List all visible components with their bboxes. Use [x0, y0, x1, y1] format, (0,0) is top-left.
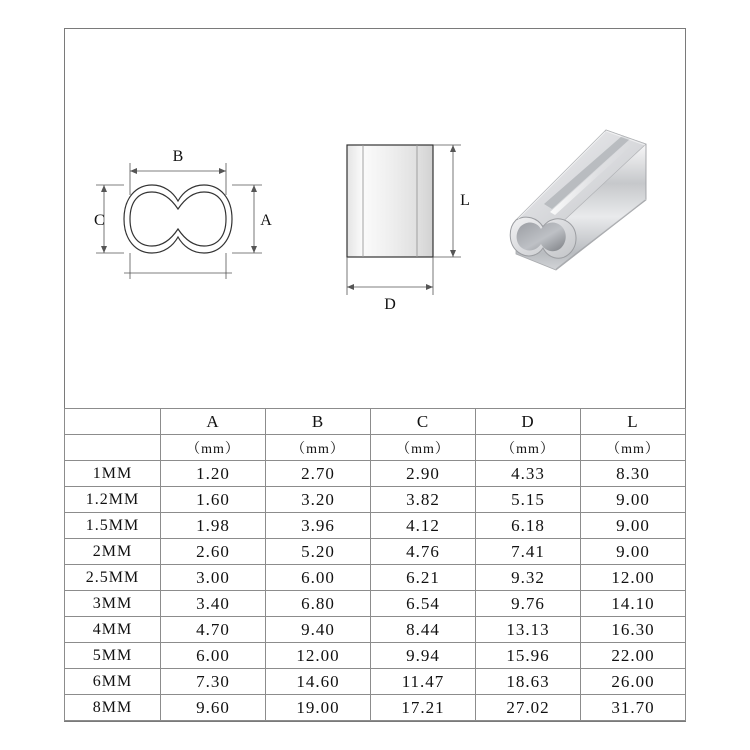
table-corner-cell [65, 409, 161, 435]
table-row [65, 565, 686, 591]
column-header-l: L [581, 409, 686, 435]
cell-c: 11.47 [371, 669, 476, 695]
cell-a: 3.00 [161, 565, 266, 591]
cell-d: 4.33 [476, 461, 581, 487]
row-size: 4MM [65, 617, 161, 643]
cell-c: 3.82 [371, 487, 476, 513]
row-size: 2.5MM [65, 565, 161, 591]
column-header-b: B [266, 409, 371, 435]
cell-l: 31.70 [581, 695, 686, 721]
table-header-row [65, 409, 686, 435]
table-row [65, 487, 686, 513]
cell-d: 7.41 [476, 539, 581, 565]
unit-cell-a: （mm） [161, 435, 266, 461]
cell-a: 3.40 [161, 591, 266, 617]
cell-l: 12.00 [581, 565, 686, 591]
cell-a: 9.60 [161, 695, 266, 721]
cell-a: 1.20 [161, 461, 266, 487]
row-size: 5MM [65, 643, 161, 669]
cell-l: 22.00 [581, 643, 686, 669]
dimension-label-l: L [460, 192, 470, 209]
cell-b: 14.60 [266, 669, 371, 695]
unit-cell-l: （mm） [581, 435, 686, 461]
cell-a: 6.00 [161, 643, 266, 669]
cell-c: 6.54 [371, 591, 476, 617]
cell-l: 26.00 [581, 669, 686, 695]
cell-d: 6.18 [476, 513, 581, 539]
cell-c: 9.94 [371, 643, 476, 669]
table-row [65, 539, 686, 565]
dimension-label-a: A [260, 212, 272, 229]
cell-d: 15.96 [476, 643, 581, 669]
cell-a: 2.60 [161, 539, 266, 565]
table-row [65, 617, 686, 643]
cell-c: 2.90 [371, 461, 476, 487]
row-size: 3MM [65, 591, 161, 617]
cell-c: 17.21 [371, 695, 476, 721]
table-row [65, 669, 686, 695]
column-header-c: C [371, 409, 476, 435]
side-view-figure [319, 123, 479, 313]
row-size: 6MM [65, 669, 161, 695]
cell-a: 1.60 [161, 487, 266, 513]
cell-d: 13.13 [476, 617, 581, 643]
cell-d: 27.02 [476, 695, 581, 721]
unit-cell-c: （mm） [371, 435, 476, 461]
cell-l: 9.00 [581, 487, 686, 513]
unit-cell-blank [65, 435, 161, 461]
cell-d: 9.32 [476, 565, 581, 591]
dimension-label-b: B [172, 148, 184, 165]
cell-b: 9.40 [266, 617, 371, 643]
unit-cell-b: （mm） [266, 435, 371, 461]
column-header-d: D [476, 409, 581, 435]
cell-b: 2.70 [266, 461, 371, 487]
specification-table [64, 408, 686, 721]
row-size: 1MM [65, 461, 161, 487]
cell-b: 3.20 [266, 487, 371, 513]
column-header-a: A [161, 409, 266, 435]
cell-l: 14.10 [581, 591, 686, 617]
row-size: 2MM [65, 539, 161, 565]
cell-a: 7.30 [161, 669, 266, 695]
row-size: 1.5MM [65, 513, 161, 539]
cell-l: 16.30 [581, 617, 686, 643]
table-row [65, 461, 686, 487]
cell-a: 1.98 [161, 513, 266, 539]
cell-b: 12.00 [266, 643, 371, 669]
front-view-figure [94, 133, 304, 308]
cell-l: 8.30 [581, 461, 686, 487]
row-size: 1.2MM [65, 487, 161, 513]
cell-b: 3.96 [266, 513, 371, 539]
cell-c: 8.44 [371, 617, 476, 643]
table-row [65, 643, 686, 669]
table-unit-row [65, 435, 686, 461]
product-photo-figure [494, 108, 674, 308]
cell-b: 19.00 [266, 695, 371, 721]
cell-a: 4.70 [161, 617, 266, 643]
cell-d: 18.63 [476, 669, 581, 695]
diagram-area [64, 28, 686, 408]
cell-c: 6.21 [371, 565, 476, 591]
cell-l: 9.00 [581, 539, 686, 565]
unit-cell-d: （mm） [476, 435, 581, 461]
cell-b: 6.80 [266, 591, 371, 617]
cell-b: 6.00 [266, 565, 371, 591]
cell-c: 4.76 [371, 539, 476, 565]
cell-c: 4.12 [371, 513, 476, 539]
cell-l: 9.00 [581, 513, 686, 539]
cell-d: 9.76 [476, 591, 581, 617]
dimension-label-d: D [384, 296, 396, 313]
row-size: 8MM [65, 695, 161, 721]
table-row [65, 591, 686, 617]
dimension-label-c: C [94, 212, 105, 229]
cell-b: 5.20 [266, 539, 371, 565]
table-row [65, 513, 686, 539]
cell-d: 5.15 [476, 487, 581, 513]
table-row [65, 695, 686, 721]
